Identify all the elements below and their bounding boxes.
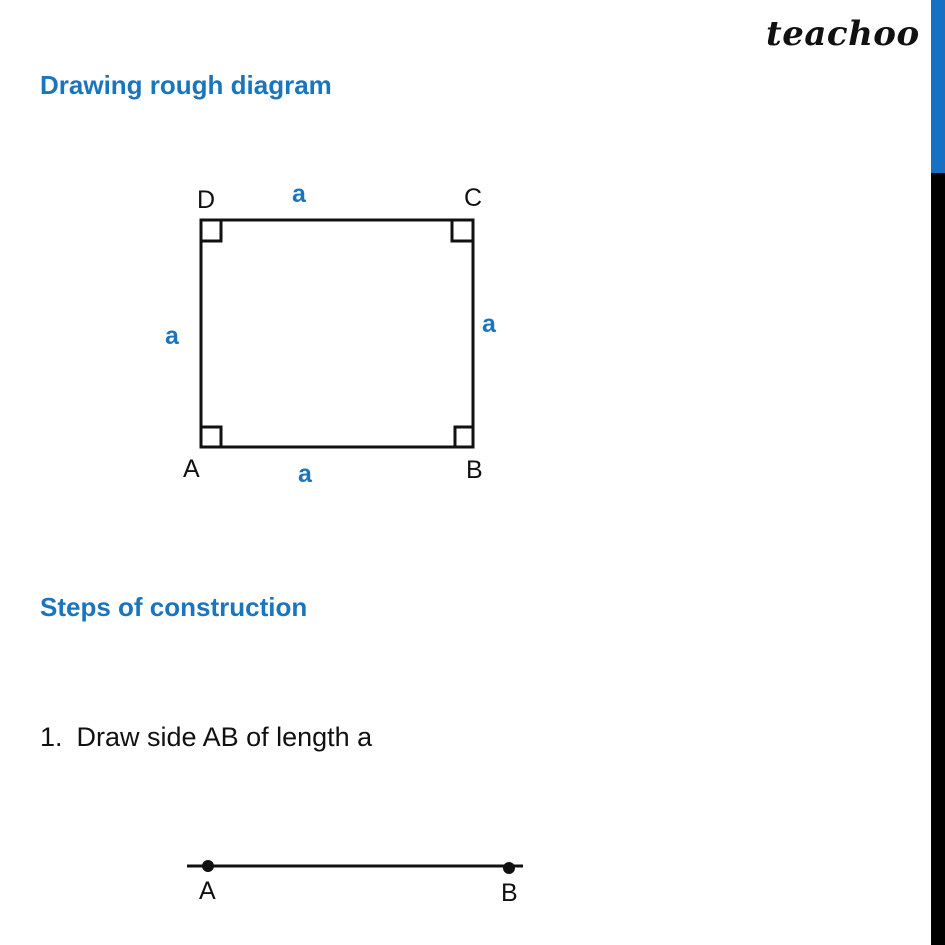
square-outline — [201, 220, 473, 447]
side-label-da: a — [165, 322, 179, 350]
vertex-label-a: A — [183, 455, 200, 483]
right-angle-c-icon — [452, 220, 473, 241]
heading-rough-diagram: Drawing rough diagram — [40, 70, 332, 100]
side-label-bc: a — [482, 310, 496, 338]
step-number: 1. — [40, 722, 63, 752]
right-angle-a-icon — [201, 427, 221, 447]
right-angle-d-icon — [201, 220, 221, 241]
point-label-b: B — [501, 879, 518, 907]
point-a-dot — [202, 860, 214, 872]
teachoo-logo: teachoo — [766, 14, 920, 54]
step-text: Draw side AB of length a — [76, 722, 373, 752]
side-label-cd: a — [292, 180, 306, 208]
vertex-label-c: C — [464, 184, 483, 212]
point-label-a: A — [199, 877, 216, 905]
step-1 — [40, 722, 372, 753]
right-angle-b-icon — [455, 427, 473, 447]
heading-steps: Steps of construction — [40, 592, 308, 622]
vertex-label-d: D — [197, 186, 216, 214]
vertex-label-b: B — [466, 456, 483, 484]
point-b-dot — [503, 862, 515, 874]
side-label-ab: a — [298, 460, 312, 488]
